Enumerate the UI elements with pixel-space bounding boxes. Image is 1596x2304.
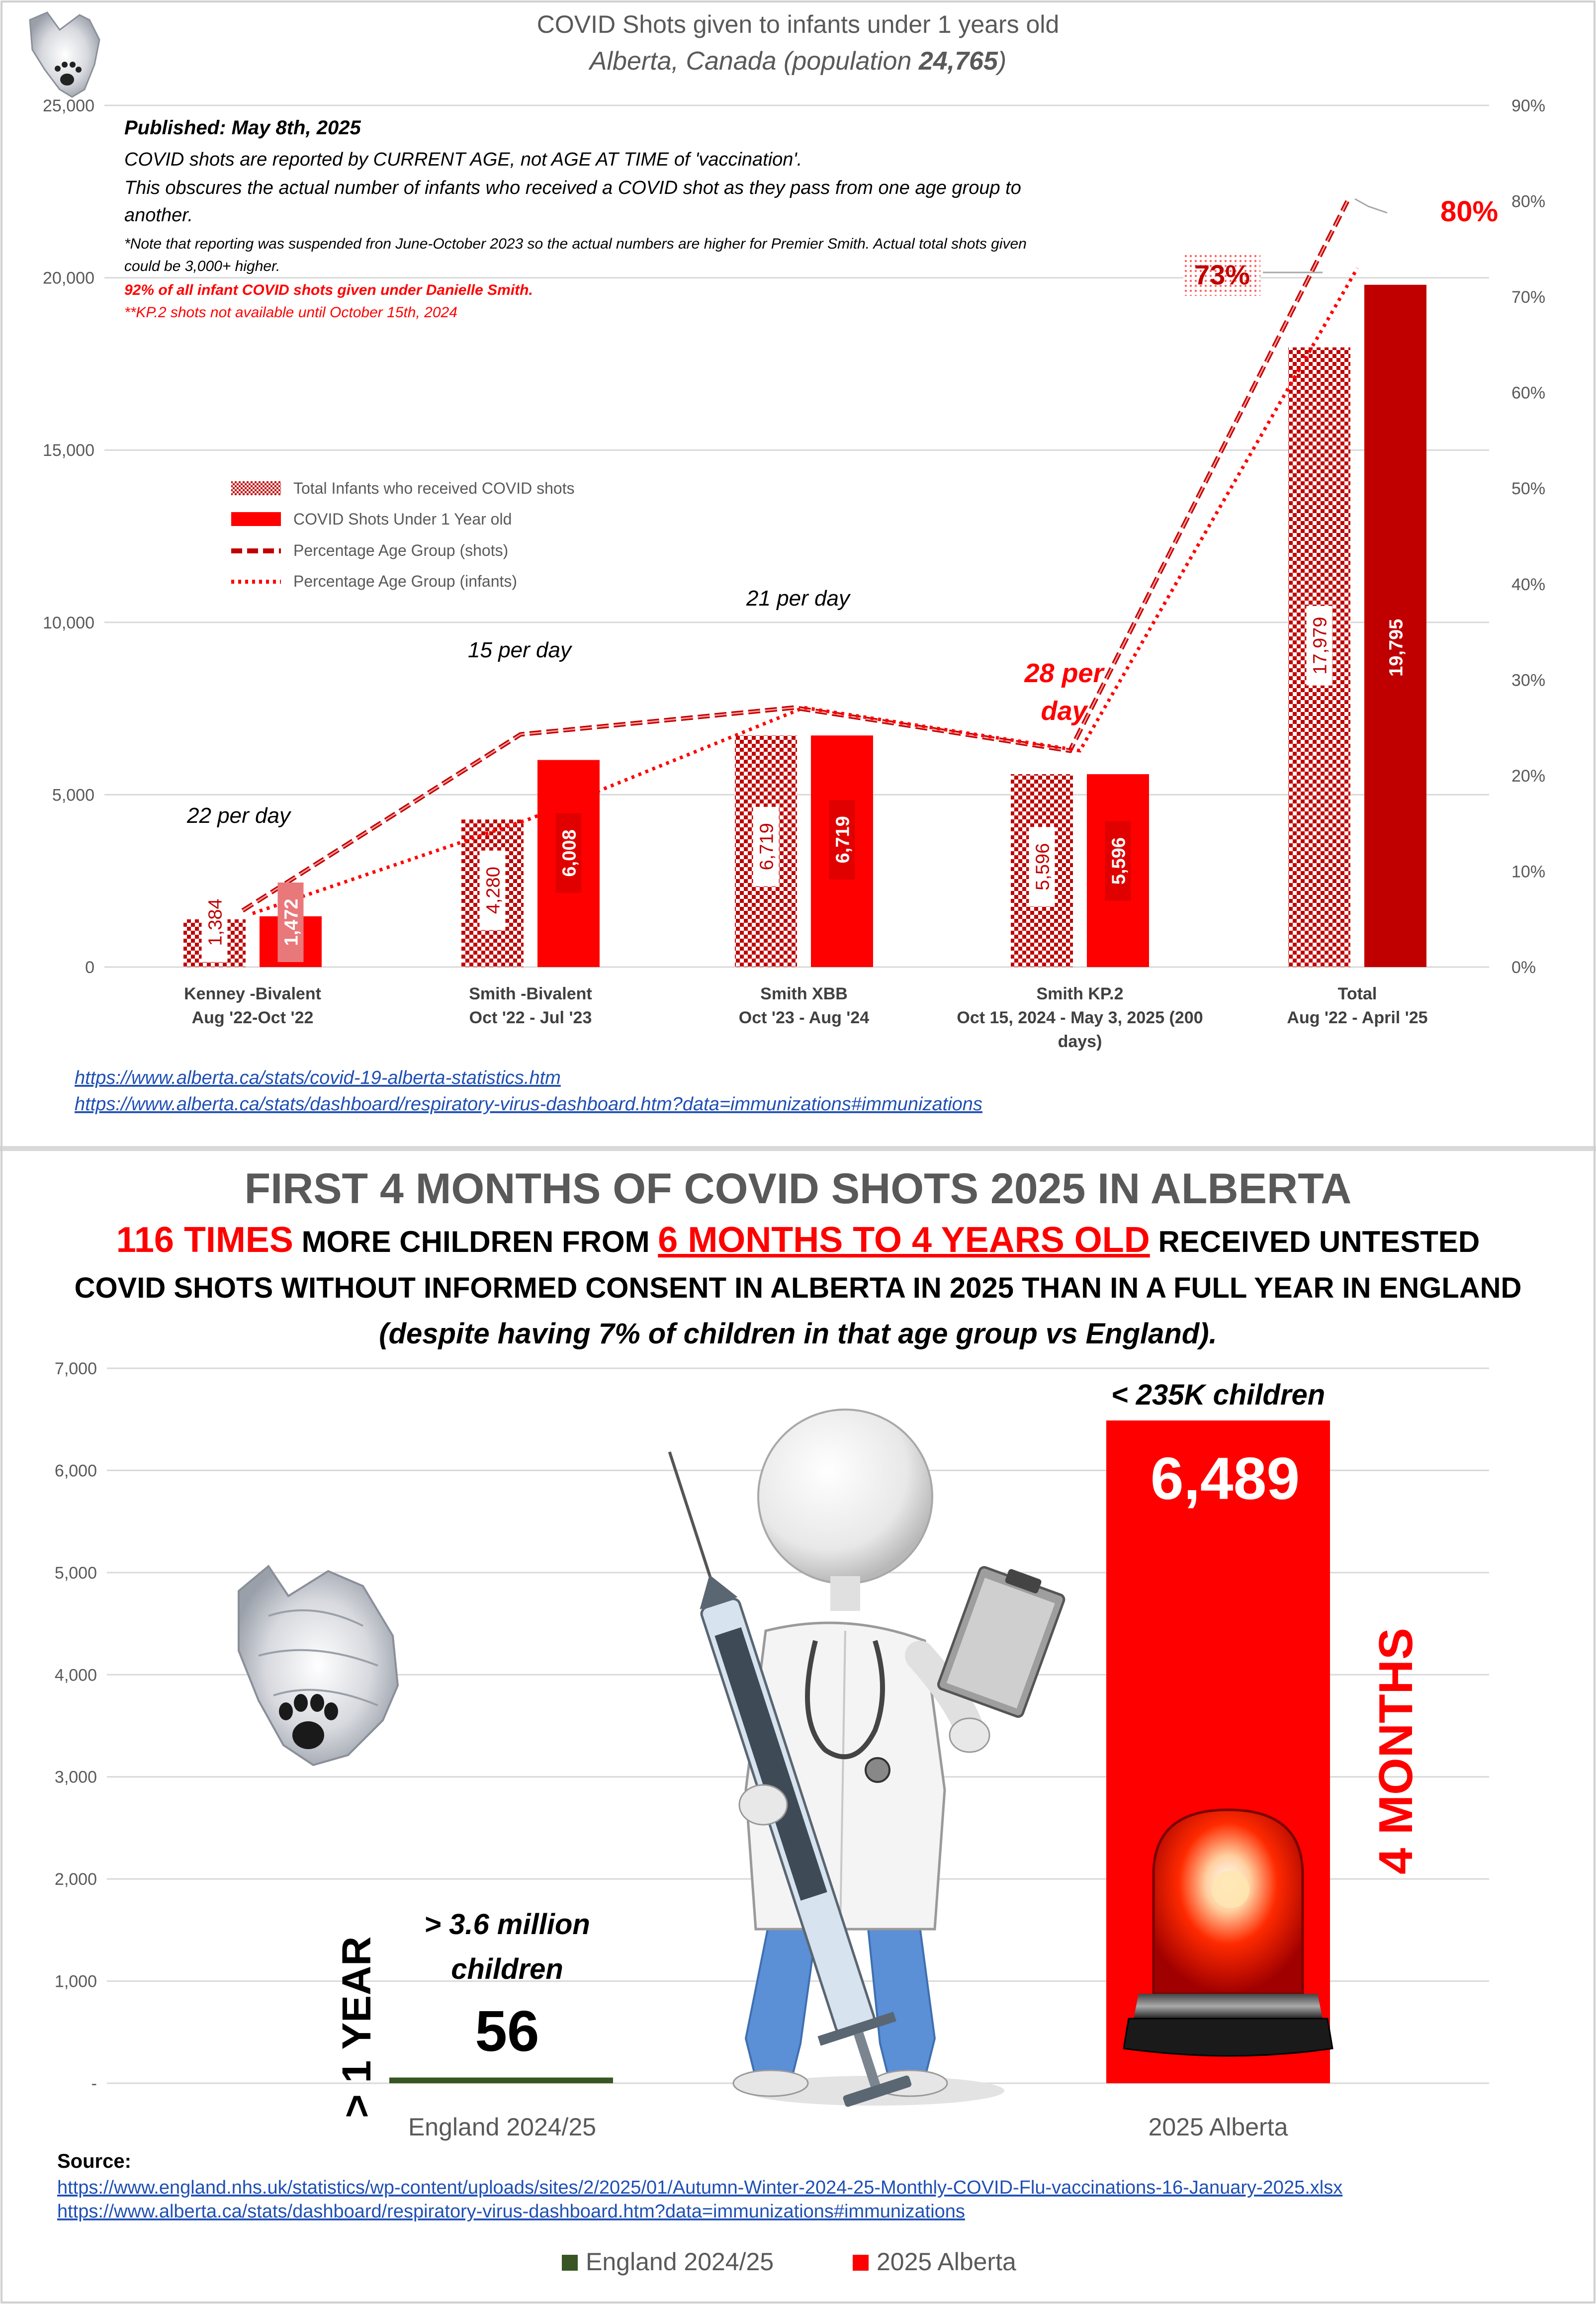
y-tick-label: 6,000 <box>54 1461 97 1481</box>
right-tick-label: 40% <box>1511 575 1546 594</box>
infants-label-group <box>480 851 506 930</box>
right-tick-label: 10% <box>1511 862 1546 882</box>
per-day-smith-xbb: 21 per day <box>746 586 850 611</box>
right-tick-label: 60% <box>1511 383 1546 403</box>
doctor-syringe-illustration <box>632 1410 1068 2109</box>
legend-swatch-infants <box>231 481 281 495</box>
category-label-line3: days) <box>1058 1032 1102 1051</box>
panel-divider <box>0 1146 1596 1151</box>
y-tick-label: 7,000 <box>54 1359 97 1378</box>
shots-label-group <box>829 800 855 880</box>
chart2-line3: COVID SHOTS WITHOUT INFORMED CONSENT IN ALBERTA IN 2025 THAN IN A FULL YEAR IN ENGLAND <box>74 1272 1522 1304</box>
shots-label-group <box>278 883 304 962</box>
x-label-england: England 2024/25 <box>408 2113 597 2141</box>
note-star-1: *Note that reporting was suspended fron June-October 2023 so the actual numbers are higher for Premier Smith. Actual total shots given <box>124 236 1027 252</box>
category-label-line2: Oct '22 - Jul '23 <box>469 1008 592 1027</box>
legend-swatch-alberta <box>853 2255 869 2271</box>
category-label-line1: Kenney -Bivalent <box>184 984 321 1003</box>
published-date: Published: May 8th, 2025 <box>124 117 361 139</box>
shots-value-label: 6,008 <box>559 829 580 877</box>
legend-label-england: England 2024/25 <box>586 2248 774 2276</box>
shots-value-label: 6,719 <box>832 816 854 864</box>
shots-label-group <box>1383 608 1409 688</box>
wolf-illustration-icon <box>239 1566 398 1765</box>
per-day-smith-kp2-line2: day <box>1041 696 1087 726</box>
y-tick-label: 4,000 <box>54 1666 97 1685</box>
per-day-smith-kp2-line1: 28 per <box>1024 658 1104 688</box>
per-day-smith-bivalent: 15 per day <box>468 638 571 662</box>
legend-label-alberta: 2025 Alberta <box>877 2248 1016 2276</box>
left-tick-label: 5,000 <box>52 786 94 805</box>
y-tick-label: 3,000 <box>54 1768 97 1787</box>
chart1-subtitle: Alberta, Canada (population 24,765) <box>589 47 1007 76</box>
chart2-line4: (despite having 7% of children in that age group vs England). <box>379 1318 1217 1350</box>
source-link-england[interactable]: https://www.england.nhs.uk/statistics/wp-content/uploads/sites/2/2025/01/Autumn-Winter-2024-25-Monthly-COVID-Flu-vaccinations-16-January-2025.xlsx <box>57 2177 1343 2198</box>
infants-label-group <box>1029 827 1055 906</box>
chart2-headline: FIRST 4 MONTHS OF COVID SHOTS 2025 IN ALBERTA <box>244 1165 1352 1213</box>
right-tick-label: 50% <box>1511 479 1546 499</box>
y-tick-label: 2,000 <box>54 1870 97 1889</box>
legend-swatch-shots <box>231 512 281 526</box>
infants-value-label: 4,280 <box>483 867 504 914</box>
note-red-2: **KP.2 shots not available until October 15th, 2024 <box>124 304 457 321</box>
note-line-3: another. <box>124 205 193 226</box>
left-tick-label: 15,000 <box>43 441 94 460</box>
x-label-alberta: 2025 Alberta <box>1148 2113 1288 2141</box>
chart1-title: COVID Shots given to infants under 1 years old <box>536 10 1060 38</box>
infants-value-label: 17,979 <box>1310 617 1331 675</box>
category-label-line1: Total <box>1337 984 1377 1003</box>
infants-label-group <box>753 807 779 886</box>
right-tick-label: 90% <box>1511 96 1546 115</box>
category-label-line2: Oct 15, 2024 - May 3, 2025 (200 <box>957 1008 1203 1027</box>
chart2-legend <box>562 2248 1016 2276</box>
shots-value-label: 5,596 <box>1108 837 1130 885</box>
category-label-line1: Smith KP.2 <box>1036 984 1124 1003</box>
one-year-label: > 1 YEAR <box>334 1936 379 2118</box>
category-label-line1: Smith -Bivalent <box>469 984 592 1003</box>
source-link-1[interactable]: https://www.alberta.ca/stats/covid-19-alberta-statistics.htm <box>75 1067 561 1088</box>
panel-1-background <box>0 0 1596 1149</box>
left-tick-label: 25,000 <box>43 96 94 115</box>
pct-80-label: 80% <box>1440 195 1499 228</box>
per-day-kenney: 22 per day <box>187 803 290 828</box>
note-red-1: 92% of all infant COVID shots given under Danielle Smith. <box>124 282 533 298</box>
shots-label-group <box>1105 821 1131 901</box>
legend-label-pct-infants: Percentage Age Group (infants) <box>293 572 518 590</box>
chart2-subheadline: 116 TIMES MORE CHILDREN FROM 6 MONTHS TO 4 YEARS OLD RECEIVED UNTESTED <box>116 1220 1480 1260</box>
note-star-2: could be 3,000+ higher. <box>124 258 280 274</box>
england-value-label: 56 <box>475 1999 539 2063</box>
infants-label-group <box>202 883 228 962</box>
england-population-line2: children <box>451 1953 563 1985</box>
note-line-1: COVID shots are reported by CURRENT AGE, not AGE AT TIME of 'vaccination'. <box>124 149 802 170</box>
source-heading: Source: <box>57 2150 131 2172</box>
legend-label-pct-shots: Percentage Age Group (shots) <box>293 541 509 559</box>
note-line-2: This obscures the actual number of infants who received a COVID shot as they pass from one age group to <box>124 177 1021 198</box>
source-link-alberta[interactable]: https://www.alberta.ca/stats/dashboard/respiratory-virus-dashboard.htm?data=immunizations#immunizations <box>57 2201 965 2222</box>
right-tick-label: 70% <box>1511 288 1546 307</box>
category-label-line2: Aug '22 - April '25 <box>1287 1008 1428 1027</box>
right-tick-label: 20% <box>1511 766 1546 786</box>
left-tick-label: 20,000 <box>43 268 94 288</box>
category-label-line2: Oct '23 - Aug '24 <box>738 1008 870 1027</box>
shots-label-group <box>556 813 582 893</box>
alberta-value-label: 6,489 <box>1150 1445 1300 1512</box>
bar-england <box>389 2077 613 2083</box>
pct-73-label: 73% <box>1194 259 1250 290</box>
left-tick-label: 10,000 <box>43 613 94 632</box>
legend-label-shots: COVID Shots Under 1 Year old <box>293 510 512 528</box>
england-population-line1: > 3.6 million <box>424 1908 590 1941</box>
legend-label-infants: Total Infants who received COVID shots <box>293 479 575 497</box>
right-tick-label: 0% <box>1511 958 1536 977</box>
alberta-population-label: < 235K children <box>1111 1379 1326 1411</box>
four-months-label: 4 MONTHS <box>1369 1627 1422 1874</box>
infants-label-group <box>1307 606 1332 686</box>
infants-value-label: 6,719 <box>756 823 778 871</box>
right-tick-label: 30% <box>1511 671 1546 690</box>
right-tick-label: 80% <box>1511 192 1546 211</box>
shots-value-label: 19,795 <box>1386 619 1407 677</box>
category-label-line2: Aug '22-Oct '22 <box>191 1008 314 1027</box>
legend-swatch-england <box>562 2255 578 2271</box>
infants-value-label: 5,596 <box>1032 843 1054 890</box>
y-tick-label: - <box>91 2074 97 2093</box>
chart2-y-axis <box>55 1359 97 2093</box>
category-label-line1: Smith XBB <box>760 984 848 1003</box>
y-tick-label: 5,000 <box>54 1563 97 1583</box>
y-tick-label: 1,000 <box>54 1972 97 1991</box>
left-tick-label: 0 <box>85 958 94 977</box>
infants-value-label: 1,384 <box>205 898 226 946</box>
shots-value-label: 1,472 <box>281 898 302 946</box>
source-link-2[interactable]: https://www.alberta.ca/stats/dashboard/respiratory-virus-dashboard.htm?data=immunizations#immunizations <box>75 1094 982 1115</box>
